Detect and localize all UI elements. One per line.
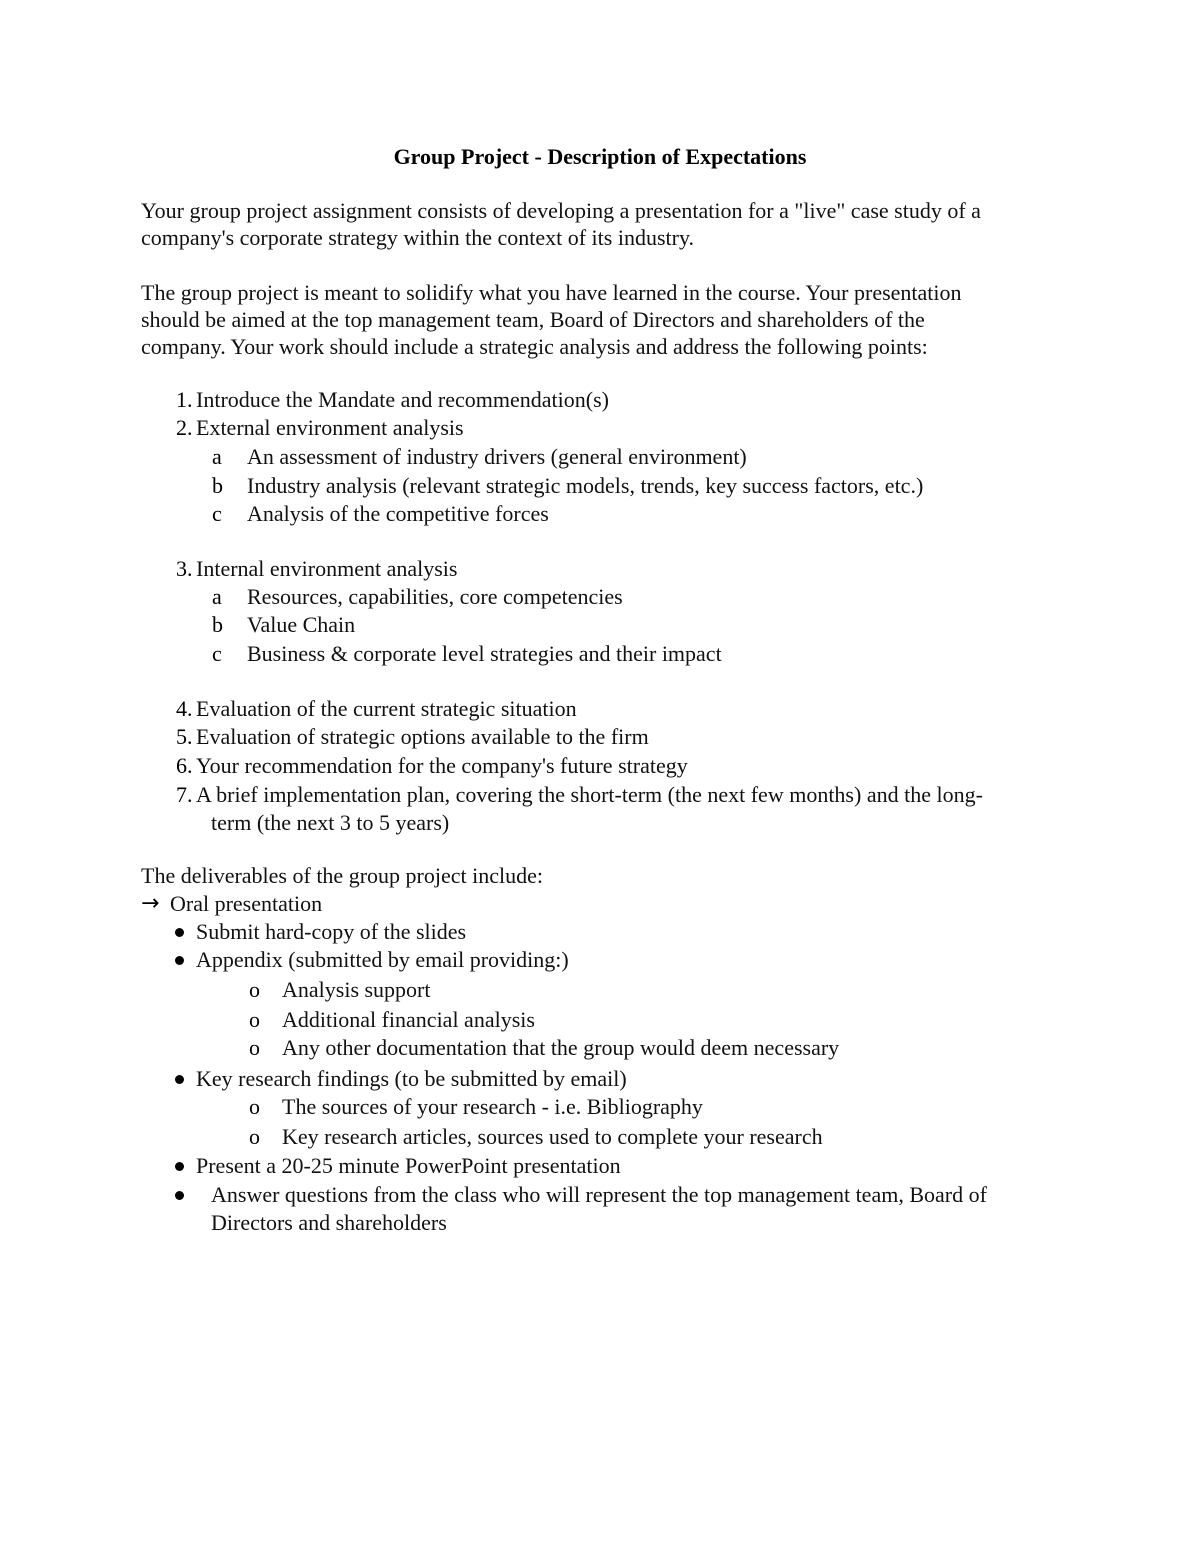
point-text: Evaluation of strategic options available to the firm [196,724,649,749]
deliverable-item-continuation: Directors and shareholders [211,1210,447,1235]
sub-bullet-marker: o [249,1035,260,1060]
point-number: 3. [176,556,193,581]
sub-bullet-marker: o [249,1124,260,1149]
sub-point-text: Analysis of the competitive forces [247,501,549,526]
purpose-line-2: should be aimed at the top management team, Board of Directors and shareholders of the [141,307,925,332]
point-text: Internal environment analysis [196,556,458,581]
bullet-icon [175,928,184,937]
deliverable-item: Appendix (submitted by email providing:) [196,947,569,972]
point-text: Your recommendation for the company's future strategy [196,753,688,778]
point-text: Evaluation of the current strategic situation [196,696,577,721]
deliverable-sub-item: Key research articles, sources used to complete your research [282,1124,823,1149]
point-number: 7. [176,782,193,807]
point-number: 5. [176,724,193,749]
intro-line-2: company's corporate strategy within the context of its industry. [141,225,695,250]
bullet-icon [175,1191,184,1200]
deliverable-sub-item: Any other documentation that the group would deem necessary [282,1035,840,1060]
sub-point-letter: b [212,473,223,498]
sub-point-letter: c [212,501,222,526]
bullet-icon [175,956,184,965]
arrow-right-icon: → [141,891,160,916]
sub-bullet-marker: o [249,1007,260,1032]
point-text: External environment analysis [196,415,464,440]
sub-bullet-marker: o [249,1094,260,1119]
point-text: Introduce the Mandate and recommendation(s) [196,387,609,412]
intro-line-1: Your group project assignment consists of developing a presentation for a "live" case study of a [141,198,981,223]
sub-point-text: An assessment of industry drivers (general environment) [247,444,747,469]
point-text: A brief implementation plan, covering the short-term (the next few months) and the long- [196,782,983,807]
purpose-line-1: The group project is meant to solidify what you have learned in the course. Your presentation [141,280,962,305]
point-number: 4. [176,696,193,721]
deliverable-item: Submit hard-copy of the slides [196,919,467,944]
sub-point-text: Resources, capabilities, core competencies [247,584,623,609]
sub-point-letter: b [212,612,223,637]
point-number: 6. [176,753,193,778]
bullet-icon [175,1162,184,1171]
point-text-continuation: term (the next 3 to 5 years) [211,810,450,835]
sub-point-text: Business & corporate level strategies and their impact [247,641,722,666]
deliverable-item: Key research findings (to be submitted by email) [196,1066,627,1091]
sub-point-letter: a [212,444,222,469]
sub-point-letter: c [212,641,222,666]
purpose-line-3: company. Your work should include a strategic analysis and address the following points: [141,334,928,359]
sub-point-letter: a [212,584,222,609]
point-number: 1. [176,387,193,412]
deliverable-sub-item: The sources of your research - i.e. Bibliography [282,1094,703,1119]
oral-presentation-label: Oral presentation [170,891,323,916]
sub-point-text: Industry analysis (relevant strategic models, trends, key success factors, etc.) [247,473,924,498]
deliverable-item: Present a 20-25 minute PowerPoint presentation [196,1153,621,1178]
bullet-icon [175,1075,184,1084]
deliverable-sub-item: Analysis support [282,977,431,1002]
sub-bullet-marker: o [249,977,260,1002]
deliverable-item: Answer questions from the class who will represent the top management team, Board of [211,1182,987,1207]
deliverables-intro: The deliverables of the group project include: [141,863,543,888]
page-title: Group Project - Description of Expectations [393,144,807,169]
deliverable-sub-item: Additional financial analysis [282,1007,535,1032]
point-number: 2. [176,415,193,440]
sub-point-text: Value Chain [247,612,356,637]
